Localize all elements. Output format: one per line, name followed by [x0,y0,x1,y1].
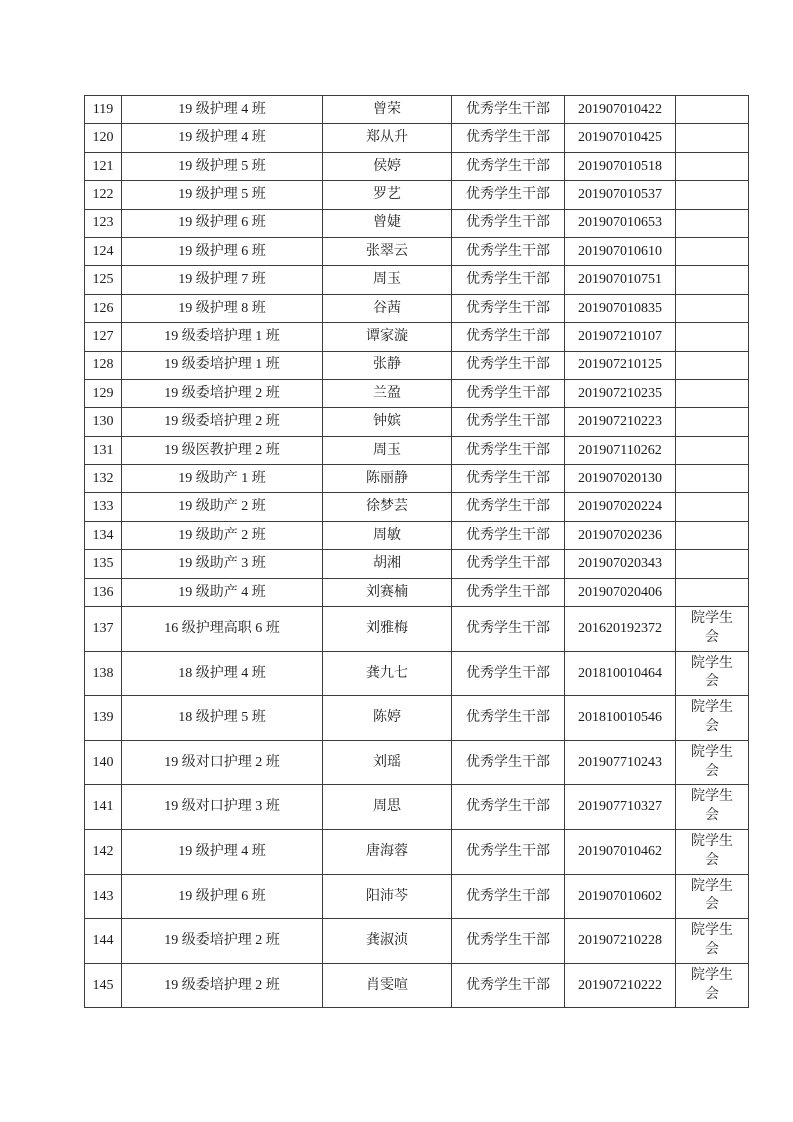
note-text: 院学生会 [691,610,733,645]
cell-award-title: 优秀学生干部 [452,436,565,464]
cell-student-id: 201907210222 [565,963,676,1008]
cell-class-name: 19 级助产 3 班 [122,550,323,578]
cell-student-id: 201907710327 [565,785,676,830]
cell-student-id: 201907010462 [565,830,676,875]
cell-student-id: 201907210235 [565,379,676,407]
cell-note [676,294,749,322]
table-row [85,578,749,606]
cell-award-title: 优秀学生干部 [452,209,565,237]
cell-student-name: 曾婕 [323,209,452,237]
cell-student-name: 龚九七 [323,651,452,696]
table-row [85,408,749,436]
cell-note [676,521,749,549]
cell-note [676,152,749,180]
cell-award-title: 优秀学生干部 [452,696,565,741]
cell-row-number: 127 [85,323,122,351]
cell-row-number: 122 [85,181,122,209]
cell-student-name: 张静 [323,351,452,379]
cell-row-number: 126 [85,294,122,322]
cell-award-title: 优秀学生干部 [452,830,565,875]
table-row [85,237,749,265]
cell-class-name: 19 级助产 2 班 [122,493,323,521]
cell-award-title: 优秀学生干部 [452,323,565,351]
table-row [85,266,749,294]
cell-note [676,607,749,652]
cell-class-name: 19 级护理 4 班 [122,830,323,875]
cell-award-title: 优秀学生干部 [452,465,565,493]
table-row [85,209,749,237]
cell-student-id: 201907010653 [565,209,676,237]
cell-student-id: 201907010602 [565,874,676,919]
cell-row-number: 119 [85,96,122,124]
cell-award-title: 优秀学生干部 [452,785,565,830]
cell-student-name: 曾荣 [323,96,452,124]
cell-award-title: 优秀学生干部 [452,237,565,265]
cell-student-name: 陈婷 [323,696,452,741]
cell-student-name: 唐海蓉 [323,830,452,875]
cell-row-number: 136 [85,578,122,606]
cell-student-name: 张翠云 [323,237,452,265]
cell-award-title: 优秀学生干部 [452,379,565,407]
cell-award-title: 优秀学生干部 [452,607,565,652]
cell-student-name: 钟嫔 [323,408,452,436]
cell-student-id: 201907210125 [565,351,676,379]
cell-note [676,181,749,209]
table-row [85,651,749,696]
note-text: 院学生会 [691,789,733,824]
cell-note [676,963,749,1008]
cell-class-name: 19 级委培护理 2 班 [122,379,323,407]
cell-award-title: 优秀学生干部 [452,578,565,606]
cell-class-name: 19 级护理 6 班 [122,874,323,919]
cell-award-title: 优秀学生干部 [452,294,565,322]
cell-student-name: 刘雅梅 [323,607,452,652]
cell-award-title: 优秀学生干部 [452,550,565,578]
cell-student-id: 201907110262 [565,436,676,464]
cell-class-name: 19 级对口护理 2 班 [122,740,323,785]
note-text: 院学生会 [691,700,733,735]
cell-student-id: 201907210107 [565,323,676,351]
cell-row-number: 142 [85,830,122,875]
cell-note [676,209,749,237]
cell-class-name: 19 级护理 5 班 [122,181,323,209]
cell-student-id: 201810010464 [565,651,676,696]
cell-award-title: 优秀学生干部 [452,493,565,521]
cell-note [676,408,749,436]
cell-note [676,874,749,919]
table-row [85,294,749,322]
cell-row-number: 120 [85,124,122,152]
table-row [85,607,749,652]
cell-note [676,124,749,152]
cell-award-title: 优秀学生干部 [452,152,565,180]
cell-class-name: 19 级委培护理 2 班 [122,919,323,964]
cell-student-id: 201907010610 [565,237,676,265]
cell-note [676,266,749,294]
cell-note [676,785,749,830]
cell-student-id: 201907010422 [565,96,676,124]
cell-class-name: 19 级委培护理 2 班 [122,408,323,436]
cell-class-name: 19 级委培护理 1 班 [122,323,323,351]
table-row [85,740,749,785]
table-row [85,550,749,578]
table-row [85,181,749,209]
cell-student-name: 周敏 [323,521,452,549]
cell-award-title: 优秀学生干部 [452,96,565,124]
table-row [85,696,749,741]
table-row [85,379,749,407]
cell-note [676,578,749,606]
cell-row-number: 143 [85,874,122,919]
cell-note [676,740,749,785]
cell-student-name: 阳沛芩 [323,874,452,919]
cell-row-number: 124 [85,237,122,265]
cell-class-name: 19 级护理 4 班 [122,96,323,124]
cell-class-name: 19 级助产 4 班 [122,578,323,606]
cell-row-number: 137 [85,607,122,652]
cell-student-id: 201907020224 [565,493,676,521]
cell-note [676,696,749,741]
cell-row-number: 138 [85,651,122,696]
note-text: 院学生会 [691,878,733,913]
cell-student-id: 201907010425 [565,124,676,152]
cell-class-name: 16 级护理高职 6 班 [122,607,323,652]
cell-row-number: 123 [85,209,122,237]
cell-student-id: 201907020130 [565,465,676,493]
cell-class-name: 19 级委培护理 2 班 [122,963,323,1008]
cell-student-name: 谭家漩 [323,323,452,351]
cell-student-name: 罗艺 [323,181,452,209]
cell-class-name: 19 级委培护理 1 班 [122,351,323,379]
cell-student-id: 201907010751 [565,266,676,294]
cell-class-name: 19 级医教护理 2 班 [122,436,323,464]
cell-note [676,237,749,265]
table-row [85,874,749,919]
cell-student-id: 201907010518 [565,152,676,180]
table-row [85,465,749,493]
cell-note [676,96,749,124]
cell-student-name: 谷茜 [323,294,452,322]
cell-class-name: 19 级护理 7 班 [122,266,323,294]
cell-student-name: 刘瑶 [323,740,452,785]
cell-note [676,493,749,521]
cell-note [676,919,749,964]
cell-student-name: 周思 [323,785,452,830]
table-row [85,124,749,152]
cell-row-number: 132 [85,465,122,493]
cell-award-title: 优秀学生干部 [452,124,565,152]
cell-row-number: 134 [85,521,122,549]
cell-student-name: 肖雯喧 [323,963,452,1008]
cell-row-number: 135 [85,550,122,578]
cell-note [676,351,749,379]
cell-class-name: 19 级护理 5 班 [122,152,323,180]
cell-row-number: 121 [85,152,122,180]
cell-class-name: 18 级护理 5 班 [122,696,323,741]
cell-student-name: 龚淑浈 [323,919,452,964]
table-row [85,493,749,521]
cell-row-number: 140 [85,740,122,785]
note-text: 院学生会 [691,744,733,779]
cell-row-number: 144 [85,919,122,964]
table-row [85,323,749,351]
cell-student-id: 201907020236 [565,521,676,549]
cell-student-name: 刘赛楠 [323,578,452,606]
cell-note [676,830,749,875]
cell-award-title: 优秀学生干部 [452,963,565,1008]
cell-row-number: 145 [85,963,122,1008]
cell-student-name: 周玉 [323,436,452,464]
cell-student-name: 胡湘 [323,550,452,578]
cell-note [676,379,749,407]
table-row [85,152,749,180]
cell-student-name: 徐梦芸 [323,493,452,521]
cell-student-name: 侯婷 [323,152,452,180]
cell-student-id: 201907210228 [565,919,676,964]
cell-student-name: 陈丽静 [323,465,452,493]
cell-award-title: 优秀学生干部 [452,919,565,964]
cell-class-name: 19 级护理 4 班 [122,124,323,152]
cell-award-title: 优秀学生干部 [452,651,565,696]
cell-award-title: 优秀学生干部 [452,181,565,209]
cell-award-title: 优秀学生干部 [452,521,565,549]
cell-student-id: 201620192372 [565,607,676,652]
cell-note [676,323,749,351]
note-text: 院学生会 [691,655,733,690]
table-row [85,963,749,1008]
cell-note [676,651,749,696]
cell-note [676,465,749,493]
cell-student-id: 201907010537 [565,181,676,209]
cell-class-name: 19 级对口护理 3 班 [122,785,323,830]
note-text: 院学生会 [691,967,733,1002]
table-row [85,351,749,379]
cell-row-number: 133 [85,493,122,521]
cell-row-number: 139 [85,696,122,741]
cell-award-title: 优秀学生干部 [452,874,565,919]
cell-award-title: 优秀学生干部 [452,266,565,294]
cell-row-number: 131 [85,436,122,464]
awards-table-body [85,96,749,1008]
cell-student-id: 201907210223 [565,408,676,436]
cell-student-name: 兰盈 [323,379,452,407]
cell-class-name: 19 级助产 1 班 [122,465,323,493]
note-text: 院学生会 [691,923,733,957]
cell-class-name: 19 级护理 8 班 [122,294,323,322]
table-row [85,785,749,830]
cell-student-id: 201907710243 [565,740,676,785]
cell-award-title: 优秀学生干部 [452,351,565,379]
cell-note [676,550,749,578]
table-row [85,436,749,464]
cell-award-title: 优秀学生干部 [452,740,565,785]
cell-student-id: 201907020406 [565,578,676,606]
cell-student-id: 201810010546 [565,696,676,741]
student-awards-table [84,95,749,1008]
table-row [85,830,749,875]
cell-student-id: 201907010835 [565,294,676,322]
cell-student-name: 周玉 [323,266,452,294]
cell-student-name: 郑从升 [323,124,452,152]
cell-award-title: 优秀学生干部 [452,408,565,436]
cell-class-name: 19 级护理 6 班 [122,209,323,237]
cell-row-number: 128 [85,351,122,379]
cell-row-number: 130 [85,408,122,436]
cell-student-id: 201907020343 [565,550,676,578]
cell-class-name: 19 级助产 2 班 [122,521,323,549]
cell-row-number: 125 [85,266,122,294]
cell-row-number: 129 [85,379,122,407]
cell-note [676,436,749,464]
table-row [85,96,749,124]
cell-row-number: 141 [85,785,122,830]
table-row [85,521,749,549]
table-row [85,919,749,964]
cell-class-name: 18 级护理 4 班 [122,651,323,696]
note-text: 院学生会 [691,833,733,868]
cell-class-name: 19 级护理 6 班 [122,237,323,265]
